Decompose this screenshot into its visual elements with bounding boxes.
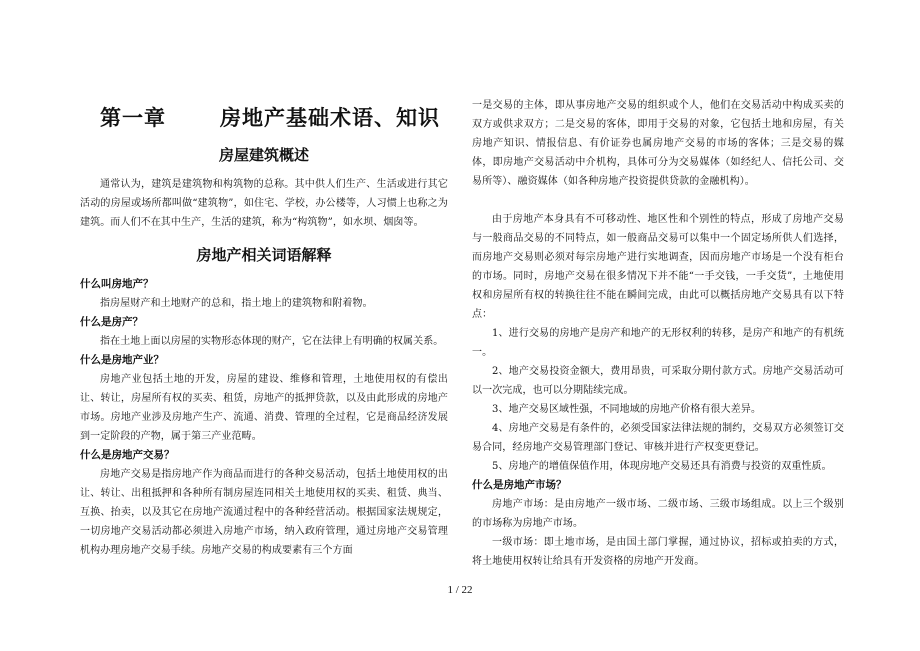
feature-item-5: 5、房地产的增值保值作用，体现房地产交易还具有消费与投资的双重性质。 (492, 461, 832, 472)
question-real-estate: 什么叫房地产？ (80, 278, 154, 290)
right-column (472, 96, 844, 571)
answer-real-estate: 指房屋财产和土地财产的总和，指土地上的建筑物和附着物。 (100, 298, 373, 309)
chapter-heading (100, 102, 448, 132)
answer-industry: 房地产业包括土地的开发，房屋的建设、维修和管理，土地使用权的有偿出让、转让，房屋所有权的买卖、租赁，房地产的抵押贷款，以及由此形成的房地产市场。房地产业涉及房地产生产、流通、消费、管理的全过程，它是商品经济发展到一定阶段的产物，属于第三产业范畴。 (80, 374, 448, 442)
page-number: 1 / 22 (447, 584, 473, 596)
question-property: 什么是房产？ (80, 316, 143, 328)
answer-market: 房地产市场：是由房地产一级市场、二级市场、三级市场组成。以上三个级别的市场称为房地产市场。 (472, 499, 844, 529)
intro-paragraph: 通常认为，建筑是建筑物和构筑物的总称。其中供人们生产、生活或进行其它活动的房屋或场所都叫做“建筑物”，如住宅、学校，办公楼等，人习惯上也称之为建筑。而人们不在其中生产，生活的建筑，称为“构筑物”，如水坝、烟囱等。 (80, 179, 448, 228)
transaction-features-paragraph: 由于房地产本身具有不可移动性、地区性和个别性的特点，形成了房地产交易与一般商品交易的不同特点，如一般商品交易可以集中一个固定场所供人们选择，而房地产交易则必须对每宗房地产进行实地调查，因而房地产市场是一个没有柜台的市场。同时，房地产交易在很多情况下并不能“一手交钱，一手交货”，土地使用权和房屋所有权的转换往往不能在瞬间完成，由此可以概括房地产交易具有以下特点： (472, 214, 844, 320)
answer-property: 指在土地上面以房屋的实物形态体现的财产，它在法律上有明确的权属关系。 (100, 336, 444, 347)
feature-item-1: 1、进行交易的房地产是房产和地产的无形权利的转移，是房产和地产的有机统一。 (472, 328, 844, 358)
feature-item-3: 3、地产交易区域性强，不同地域的房地产价格有很大差异。 (492, 404, 762, 415)
question-transaction: 什么是房地产交易？ (80, 449, 175, 461)
transaction-elements-paragraph: 一是交易的主体，即从事房地产交易的组织或个人，他们在交易活动中构成买卖的双方或供求双方；二是交易的客体，即用于交易的对象，它包括土地和房屋，有关房地产知识、情报信息、有价证券也属房地产交易的市场的客体；三是交易的媒体，即房地产交易活动中介机构，具体可分为交易媒体（如经纪人、信托公司、交易所等）、融资媒体（如各种房地产投资提供贷款的金融机构）。 (472, 100, 844, 187)
feature-item-4: 4、房地产交易是有条件的，必须受国家法律法规的制约，交易双方必须签订交易合同，经房地产交易管理部门登记、审核并进行产权变更登记。 (472, 423, 844, 453)
left-column (80, 96, 448, 560)
section-heading-building: 房屋建筑概述 (218, 146, 309, 164)
answer-primary-market: 一级市场：即土地市场，是由国土部门掌握，通过协议，招标或拍卖的方式，将土地使用权转让给具有开发资格的房地产开发商。 (472, 537, 844, 567)
feature-item-2: 2、地产交易投资金额大，费用昂贵，可采取分期付款方式。房地产交易活动可以一次完成，也可以分期陆续完成。 (472, 366, 844, 396)
question-market: 什么是房地产市场？ (472, 479, 567, 491)
section-heading-terms: 房地产相关词语解释 (196, 246, 332, 264)
chapter-title: 房地产基础术语、知识 (220, 106, 440, 130)
answer-transaction: 房地产交易是指房地产作为商品而进行的各种交易活动，包括土地使用权的出让、转让、出租抵押和各种所有制房屋连同相关土地使用权的买卖、租赁、典当、互换、抬卖，以及其它在房地产流通过程中的各种经营活动。根据国家法规规定，一切房地产交易活动都必须进入房地产市场，纳入政府管理，通过房地产交易管理机构办理房地产交易手续。房地产交易的构成要素有三个方面 (80, 469, 448, 556)
chapter-number: 第一章 (100, 106, 166, 130)
question-industry: 什么是房地产业？ (80, 354, 164, 366)
